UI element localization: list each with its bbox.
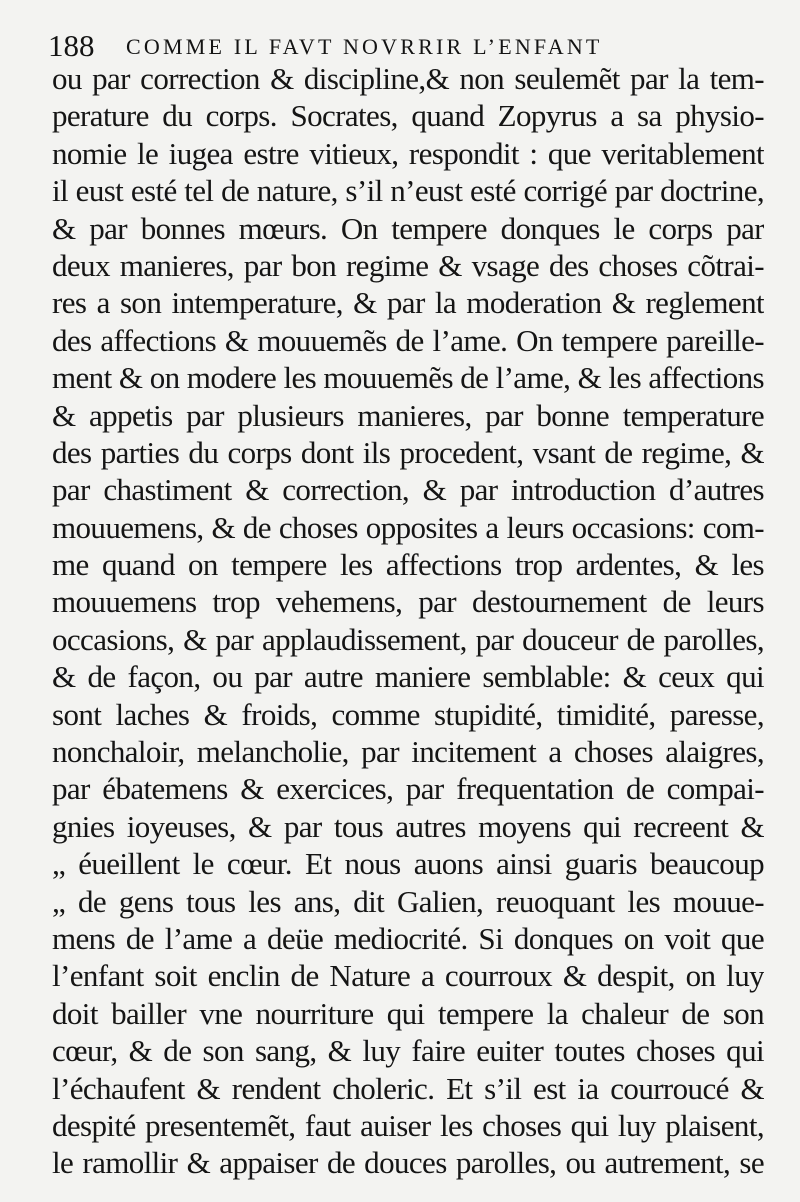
text-line: mouuemens trop vehemens, par destournement de leurs [52,584,764,620]
text-line: & de façon, ou par autre maniere semblable: & ceux qui [52,659,764,695]
body-text [52,60,764,1182]
text-line: „ éueillent le cœur. Et nous auons ainsi guaris beaucoup [52,846,764,882]
text-line: des parties du corps dont ils procedent, vsant de regime, & [52,434,764,470]
text-line: deux manieres, par bon regime & vsage des choses cõtrai- [52,247,764,283]
text-line: par ébatemens & exercices, par frequentation de compai- [52,771,764,807]
text-line: nonchaloir, melancholie, par incitement a choses alaigres, [52,734,764,770]
running-title: COMME IL FAVT NOVRRIR L’ENFANT [126,34,603,59]
text-line: nomie le iugea estre vitieux, respondit : que veritablement [52,135,764,171]
running-head [48,28,768,64]
text-line: ment & on modere les mouuemẽs de l’ame, & les affections [52,360,764,396]
text-line: & par bonnes mœurs. On tempere donques le corps par [52,210,764,246]
text-line: despité presentemẽt, faut auiser les choses qui luy plaisent, [52,1107,764,1143]
text-line: occasions, & par applaudissement, par douceur de parolles, [52,621,764,657]
text-line: me quand on tempere les affections trop ardentes, & les [52,547,764,583]
text-line: & appetis par plusieurs manieres, par bonne temperature [52,397,764,433]
text-line: gnies ioyeuses, & par tous autres moyens qui recreent & [52,808,764,844]
text-line: „ de gens tous les ans, dit Galien, reuoquant les mouue- [52,883,764,919]
text-line: le ramollir & appaiser de douces parolles, ou autrement, se [52,1145,764,1181]
text-line: l’échaufent & rendent choleric. Et s’il est ia courroucé & [52,1070,764,1106]
text-line: l’enfant soit enclin de Nature a courroux & despit, on luy [52,958,764,994]
text-line: ou par correction & discipline,& non seulemẽt par la tem- [52,61,764,96]
text-line: sont laches & froids, comme stupidité, timidité, paresse, [52,696,764,732]
text-line: perature du corps. Socrates, quand Zopyrus a sa physio- [52,98,764,134]
text-line: cœur, & de son sang, & luy faire euiter toutes choses qui [52,1033,764,1069]
text-line: des affections & mouuemẽs de l’ame. On tempere pareille- [52,322,764,358]
text-line: il eust esté tel de nature, s’il n’eust esté corrigé par doctrine, [52,173,764,209]
text-line: par chastiment & correction, & par introduction d’autres [52,472,764,508]
page-number: 188 [48,28,95,63]
text-line: doit bailler vne nourriture qui tempere la chaleur de son [52,995,764,1031]
text-line: mouuemens, & de choses opposites a leurs occasions: com- [52,509,764,545]
text-line: mens de l’ame a deüe mediocrité. Si donques on voit que [52,920,764,956]
text-line: res a son intemperature, & par la moderation & reglement [52,285,764,321]
